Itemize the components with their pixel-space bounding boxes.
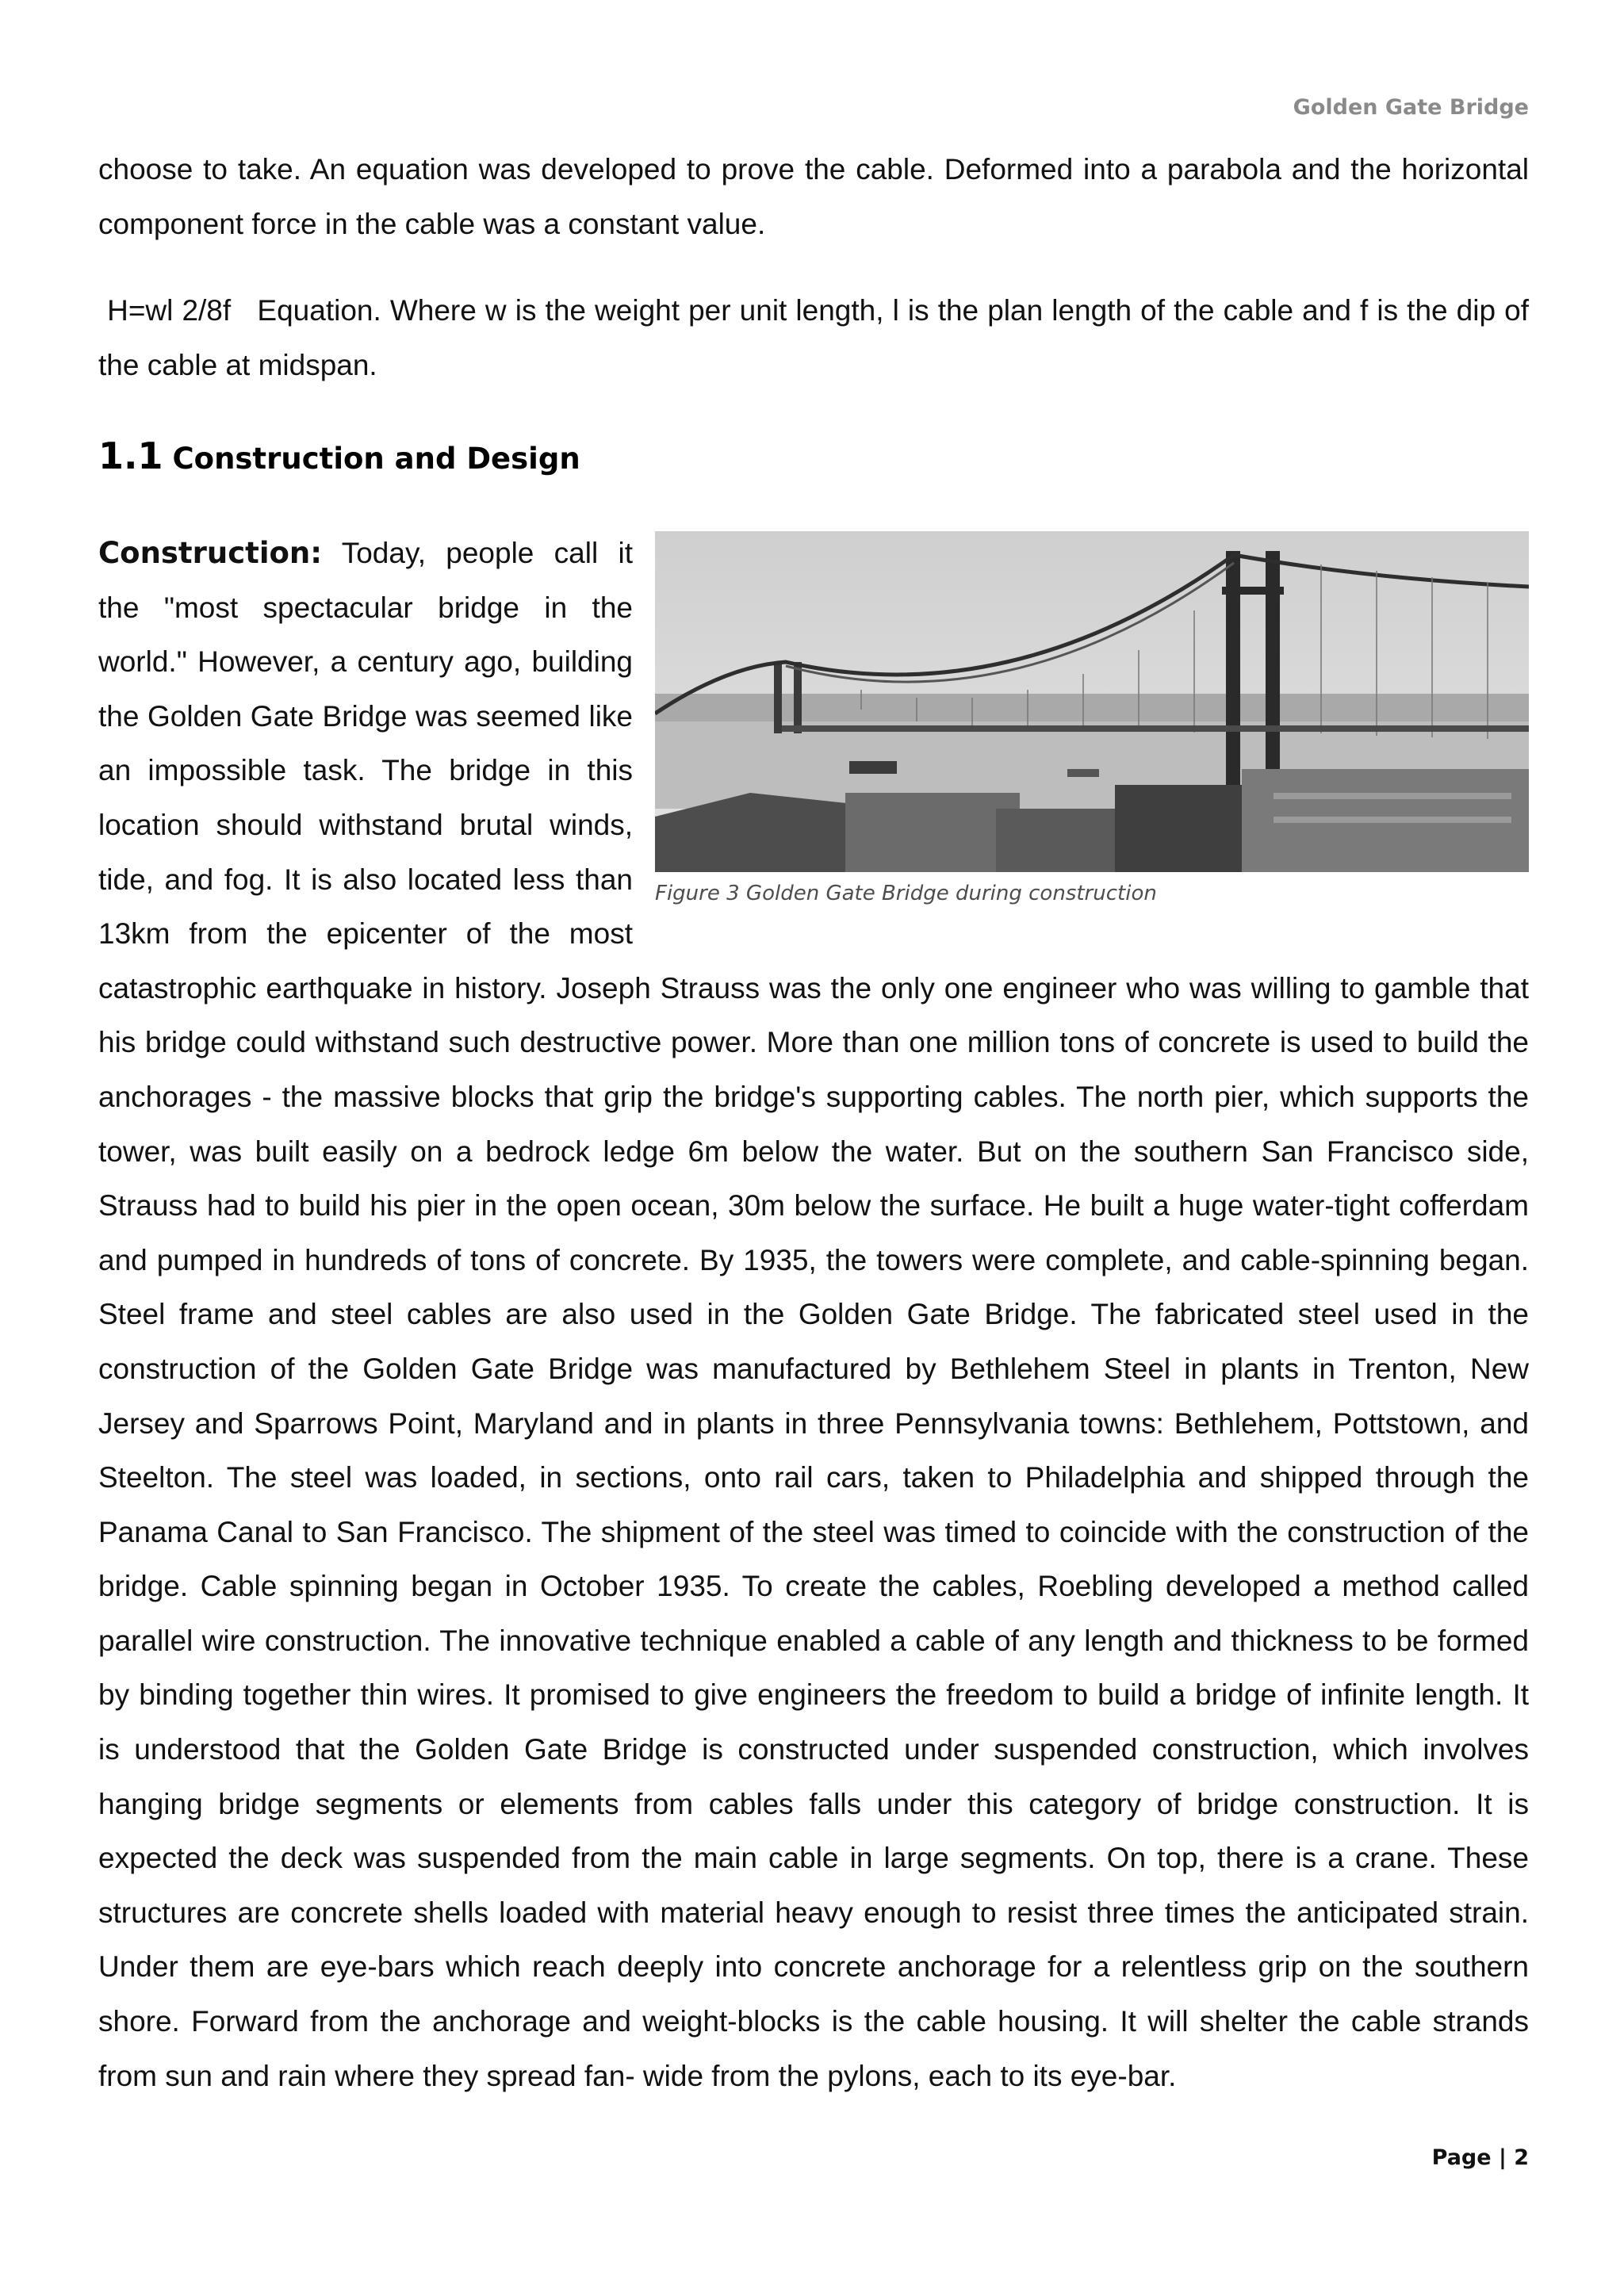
figure-caption: Figure 3 Golden Gate Bridge during construction — [655, 882, 1157, 905]
construction-paragraph — [98, 526, 1529, 2103]
section-heading — [98, 434, 580, 477]
running-header: Golden Gate Bridge — [1293, 95, 1529, 120]
figure — [655, 531, 1529, 926]
section-number: 1.1 — [98, 434, 163, 477]
construction-lead: Construction: — [98, 536, 323, 570]
paragraph-cable-continuation: choose to take. An equation was developed to prove the cable. Deformed into a parabola and the horizontal component force in the cable was a constant value. — [98, 153, 1529, 240]
paragraph-equation: H=wl 2/8f Equation. Where w is the weight per unit length, l is the plan length of the cable and f is the dip of the cable at midspan. — [98, 294, 1538, 381]
bridge-construction-photo — [655, 531, 1529, 872]
construction-text: Today, people call it the "most spectacular bridge in the world." However, a century ago, building the Golden Gate Bridge was seemed like an impossible task. The bridge in this location should withstand brutal winds, tide, and fog. It is also located less than 13km from the epicenter of the most catastrophic earthquake in history. Joseph Strauss was the only one engineer who was willing to gamble that his bridge could withstand such destructive power. More than one million tons of concrete is used to build the anchorages - the massive blocks that grip the bridge's supporting cables. The north pier, which supports the tower, was built easily on a bedrock ledge 6m below the water. But on the southern San Francisco side, Strauss had to build his pier in the open ocean, 30m below the surface. He built a huge water-tight cofferdam and pumped in hundreds of tons of concrete. By 1935, the towers were complete, and cable-spinning began. Steel frame and steel cables are also used in the Golden Gate Bridge. The fabricated steel used in the construction of the Golden Gate Bridge was manufactured by Bethlehem Steel in plants in Trenton, New Jersey and Sparrows Point, Maryland and in plants in three Pennsylvania towns: Bethlehem, Pottstown, and Steelton. The steel was loaded, in sections, onto rail cars, taken to Philadelphia and shipped through the Panama Canal to San Francisco. The shipment of the steel was timed to coincide with the construction of the bridge. Cable spinning began in October 1935. To create the cables, Roebling developed a method called parallel wire construction. The innovative technique enabled a cable of any length and thickness to be formed by binding together thin wires. It promised to give engineers the freedom to build a bridge of infinite length. It is understood that the Golden Gate Bridge is constructed under suspended construction, which involves hanging bridge segments or elements from cables falls under this category of bridge construction. It is expected the deck was suspended from the main cable in large segments. On top, there is a crane. These structures are concrete shells loaded with material heavy enough to resist three times the anticipated strain. Under them are eye-bars which reach deeply into concrete anchorage for a relentless grip on the southern shore. Forward from the anchorage and weight-blocks is the cable housing. It will shelter the cable strands from sun and rain where they spread fan- wide from the pylons, each to its eye-bar. — [98, 537, 1529, 2092]
page-number: Page | 2 — [1431, 2145, 1529, 2170]
section-title: Construction and Design — [172, 442, 580, 476]
